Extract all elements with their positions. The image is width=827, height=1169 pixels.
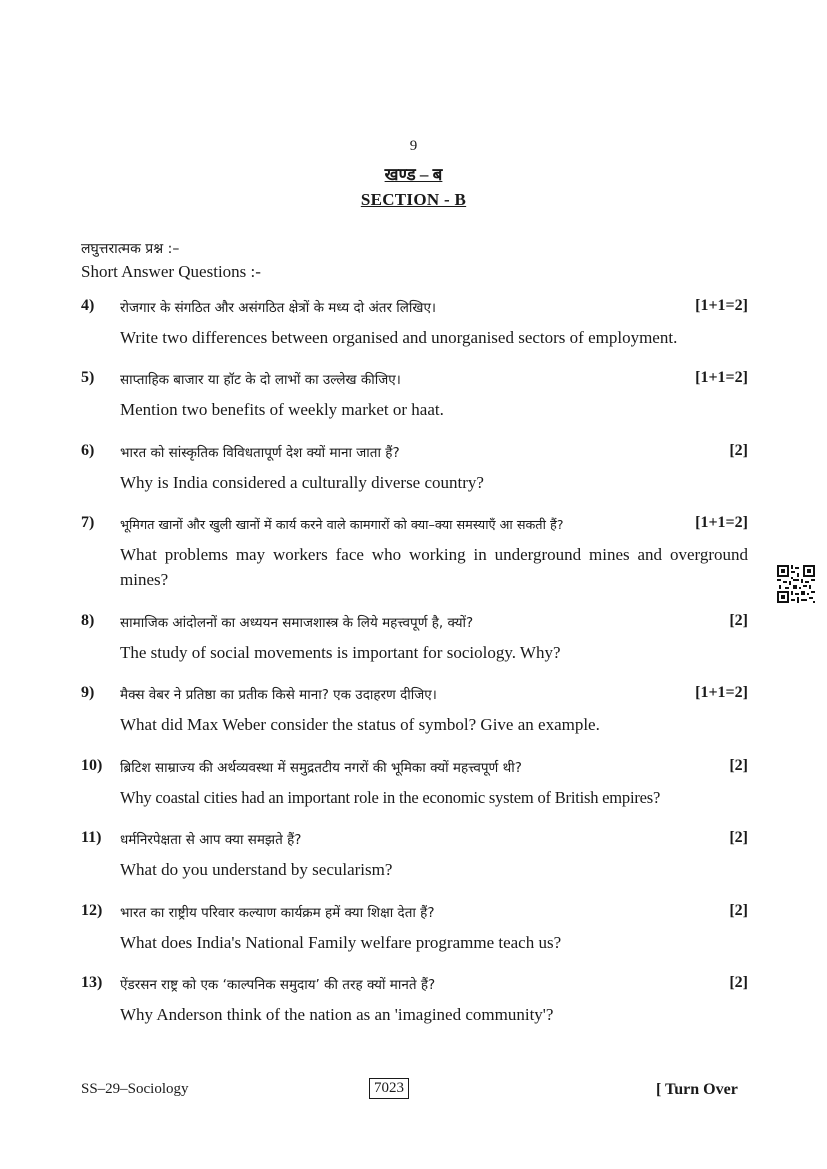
question-english: What problems may workers face who working in underground mines and overground mines?: [120, 545, 748, 589]
footer-turn-over: [ Turn Over: [656, 1081, 738, 1098]
question-hindi: साप्ताहिक बाजार या हॉट के दो लाभों का उल्लेख कीजिए।: [120, 372, 401, 388]
question-hindi: भारत का राष्ट्रीय परिवार कल्याण कार्यक्रम हमें क्या शिक्षा देता हैं?: [120, 905, 435, 921]
question-hindi: ऐंडरसन राष्ट्र को एक ‘काल्पनिक समुदाय’ की तरह क्यों मानते हैं?: [120, 977, 436, 993]
question-number: 9): [81, 684, 95, 701]
section-title-english-text: SECTION - B: [360, 190, 467, 209]
question-english: Write two differences between organised and unorganised sectors of employment.: [120, 328, 678, 347]
question-hindi: रोजगार के संगठित और असंगठित क्षेत्रों के मध्य दो अंतर लिखिए।: [120, 300, 437, 316]
question-english: Why Anderson think of the nation as an 'imagined community'?: [120, 1005, 554, 1024]
question-english: What did Max Weber consider the status of symbol? Give an example.: [120, 715, 600, 734]
question-number: 12): [81, 902, 103, 919]
question-hindi: ब्रिटिश साम्राज्य की अर्थव्यवस्था में समुद्रतटीय नगरों की भूमिका क्यों महत्त्वपूर्ण थी?: [120, 760, 522, 776]
question-number: 4): [81, 297, 95, 314]
intro-hindi: लघुत्तरात्मक प्रश्न :–: [81, 241, 180, 257]
question-number: 5): [81, 369, 95, 386]
question-hindi: भूमिगत खानों और खुली खानों में कार्य करने वाले कामगारों को क्या–क्या समस्याएँ आ सकती हैं?: [120, 518, 564, 533]
question-hindi: मैक्स वेबर ने प्रतिष्ठा का प्रतीक किसे माना? एक उदाहरण दीजिए।: [120, 687, 437, 703]
question-marks: [1+1=2]: [695, 514, 748, 531]
question-number: 6): [81, 442, 95, 459]
question-hindi: भारत को सांस्कृतिक विविधतापूर्ण देश क्यों माना जाता हैं?: [120, 445, 400, 461]
question-number: 13): [81, 974, 103, 991]
question-marks: [2]: [729, 829, 748, 846]
question-number: 10): [81, 757, 103, 774]
section-title-hindi-text: खण्ड – ब: [384, 165, 443, 184]
question-number: 7): [81, 514, 95, 531]
question-english: The study of social movements is important for sociology. Why?: [120, 643, 561, 662]
question-marks: [2]: [729, 757, 748, 774]
section-title-english: [0, 190, 827, 210]
section-title-hindi: [0, 162, 827, 185]
question-marks: [1+1=2]: [695, 684, 748, 701]
question-number: 11): [81, 829, 102, 846]
footer-subject: SS–29–Sociology: [81, 1081, 189, 1097]
question-english: What do you understand by secularism?: [120, 860, 393, 879]
question-english: Why coastal cities had an important role in the economic system of British empires?: [120, 788, 661, 807]
question-hindi: सामाजिक आंदोलनों का अध्ययन समाजशास्त्र के लिये महत्त्वपूर्ण है, क्यों?: [120, 615, 474, 631]
question-marks: [2]: [729, 442, 748, 459]
qr-code-icon: [777, 565, 815, 603]
question-english: What does India's National Family welfare programme teach us?: [120, 933, 562, 952]
intro-english: Short Answer Questions :-: [81, 262, 261, 281]
question-marks: [2]: [729, 902, 748, 919]
question-hindi: धर्मनिरपेक्षता से आप क्या समझते हैं?: [120, 832, 302, 848]
footer-paper-code: 7023: [369, 1078, 409, 1099]
question-english: Mention two benefits of weekly market or haat.: [120, 400, 444, 419]
question-marks: [2]: [729, 974, 748, 991]
question-marks: [1+1=2]: [695, 369, 748, 386]
question-english: Why is India considered a culturally diverse country?: [120, 473, 484, 492]
question-number: 8): [81, 612, 95, 629]
page-number: 9: [409, 138, 418, 154]
question-marks: [2]: [729, 612, 748, 629]
question-marks: [1+1=2]: [695, 297, 748, 314]
